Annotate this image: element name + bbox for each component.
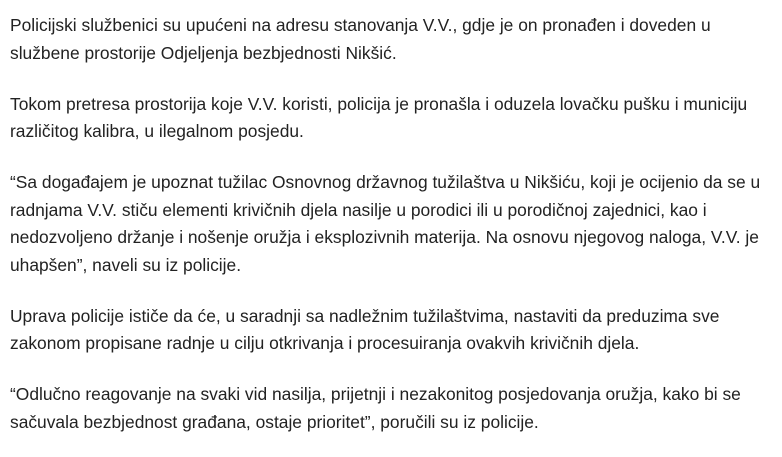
article-paragraph-1: Policijski službenici su upućeni na adresu stanovanja V.V., gdje je on pronađen i doveden u službene prostorije Odjeljenja bezbjednosti Nikšić. bbox=[10, 15, 711, 63]
article-paragraph-4: Uprava policije ističe da će, u saradnji sa nadležnim tužilaštvima, nastaviti da preduzima sve zakonom propisane radnje u cilju otkrivanja i procesuiranja ovakvih krivičnih djela. bbox=[10, 305, 720, 353]
article-body bbox=[10, 12, 776, 436]
article-paragraph-3: “Sa događajem je upoznat tužilac Osnovnog državnog tužilaštva u Nikšiću, koji je ocijenio da se u radnjama V.V. stiču elementi krivičnih djela nasilje u porodici ili u porodičnoj zajednici, kao i nedozvoljeno držanje i nošenje oružja i eksplozivnih materija. Na osnovu njegovog naloga, V.V. je uhapšen”, naveli su iz policije. bbox=[10, 172, 761, 275]
article-paragraph-2: Tokom pretresa prostorija koje V.V. koristi, policija je pronašla i oduzela lovačku pušku i municiju različitog kalibra, u ilegalnom posjedu. bbox=[10, 93, 748, 141]
article-paragraph-5: “Odlučno reagovanje na svaki vid nasilja, prijetnji i nezakonitog posjedovanja oružja, kako bi se sačuvala bezbjednost građana, ostaje prioritet”, poručili su iz policije. bbox=[10, 384, 741, 432]
